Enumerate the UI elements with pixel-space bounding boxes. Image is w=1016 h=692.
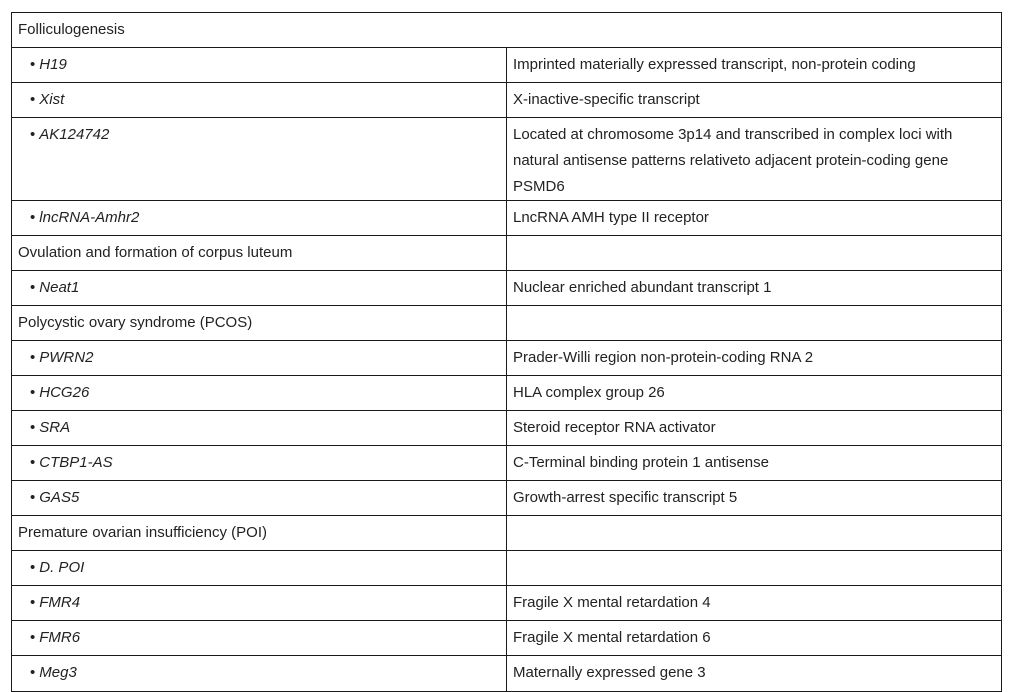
gene-name-cell bbox=[12, 201, 507, 236]
gene-name: H19 bbox=[39, 56, 67, 73]
section-heading: Folliculogenesis bbox=[12, 13, 1002, 48]
section-row bbox=[12, 306, 1002, 341]
table-row bbox=[12, 656, 1002, 692]
table-row bbox=[12, 586, 1002, 621]
section-row bbox=[12, 13, 1002, 48]
table-row bbox=[12, 201, 1002, 236]
bullet-icon: • bbox=[30, 126, 36, 143]
bullet-icon: • bbox=[30, 419, 36, 436]
table-row bbox=[12, 376, 1002, 411]
bullet-icon: • bbox=[30, 91, 36, 108]
table-row bbox=[12, 83, 1002, 118]
gene-description: Maternally expressed gene 3 bbox=[507, 656, 1002, 692]
gene-description: Fragile X mental retardation 4 bbox=[507, 586, 1002, 621]
gene-description: X-inactive-specific transcript bbox=[507, 83, 1002, 118]
gene-name-cell bbox=[12, 48, 507, 83]
gene-name-cell bbox=[12, 271, 507, 306]
gene-name: FMR4 bbox=[39, 594, 81, 611]
gene-name: AK124742 bbox=[39, 126, 110, 143]
gene-description: Growth-arrest specific transcript 5 bbox=[507, 481, 1002, 516]
bullet-icon: • bbox=[30, 56, 36, 73]
section-row bbox=[12, 516, 1002, 551]
gene-name: Xist bbox=[39, 91, 65, 108]
section-row bbox=[12, 236, 1002, 271]
gene-description: LncRNA AMH type II receptor bbox=[507, 201, 1002, 236]
bullet-icon: • bbox=[30, 279, 36, 296]
gene-description: HLA complex group 26 bbox=[507, 376, 1002, 411]
gene-description: Imprinted materially expressed transcript, non-protein coding bbox=[507, 48, 1002, 83]
gene-description: C-Terminal binding protein 1 antisense bbox=[507, 446, 1002, 481]
gene-name-cell bbox=[12, 551, 507, 586]
bullet-icon: • bbox=[30, 384, 36, 401]
bullet-icon: • bbox=[30, 629, 36, 646]
gene-name-cell bbox=[12, 621, 507, 656]
gene-name: Neat1 bbox=[39, 279, 80, 296]
lncrna-table bbox=[11, 12, 1002, 692]
gene-name: D. POI bbox=[39, 559, 85, 576]
bullet-icon: • bbox=[30, 559, 36, 576]
table-row bbox=[12, 551, 1002, 586]
gene-description: Fragile X mental retardation 6 bbox=[507, 621, 1002, 656]
gene-name: CTBP1-AS bbox=[39, 454, 113, 471]
gene-description: Nuclear enriched abundant transcript 1 bbox=[507, 271, 1002, 306]
bullet-icon: • bbox=[30, 209, 36, 226]
gene-name-cell bbox=[12, 118, 507, 201]
gene-description: Located at chromosome 3p14 and transcribed in complex loci with natural antisense patterns relativeto adjacent protein-coding gene PSMD6 bbox=[507, 118, 1002, 201]
section-heading: Ovulation and formation of corpus luteum bbox=[12, 236, 507, 271]
bullet-icon: • bbox=[30, 664, 36, 681]
bullet-icon: • bbox=[30, 594, 36, 611]
table-row bbox=[12, 446, 1002, 481]
empty-cell bbox=[507, 236, 1002, 271]
bullet-icon: • bbox=[30, 349, 36, 366]
gene-name: Meg3 bbox=[39, 664, 77, 681]
table-row bbox=[12, 341, 1002, 376]
gene-description: Prader-Willi region non-protein-coding RNA 2 bbox=[507, 341, 1002, 376]
table-row bbox=[12, 271, 1002, 306]
gene-description bbox=[507, 551, 1002, 586]
gene-name: SRA bbox=[39, 419, 71, 436]
gene-name: GAS5 bbox=[39, 489, 80, 506]
table-row bbox=[12, 621, 1002, 656]
gene-name: FMR6 bbox=[39, 629, 81, 646]
table-row bbox=[12, 411, 1002, 446]
gene-name-cell bbox=[12, 586, 507, 621]
gene-name-cell bbox=[12, 411, 507, 446]
gene-description: Steroid receptor RNA activator bbox=[507, 411, 1002, 446]
gene-name-cell bbox=[12, 376, 507, 411]
section-heading: Polycystic ovary syndrome (PCOS) bbox=[12, 306, 507, 341]
gene-name-cell bbox=[12, 656, 507, 692]
bullet-icon: • bbox=[30, 454, 36, 471]
gene-name: PWRN2 bbox=[39, 349, 94, 366]
table-row bbox=[12, 481, 1002, 516]
table-row bbox=[12, 118, 1002, 201]
bullet-icon: • bbox=[30, 489, 36, 506]
empty-cell bbox=[507, 306, 1002, 341]
gene-name: HCG26 bbox=[39, 384, 90, 401]
gene-name-cell bbox=[12, 83, 507, 118]
table-row bbox=[12, 48, 1002, 83]
gene-name-cell bbox=[12, 446, 507, 481]
gene-name-cell bbox=[12, 341, 507, 376]
empty-cell bbox=[507, 516, 1002, 551]
section-heading: Premature ovarian insufficiency (POI) bbox=[12, 516, 507, 551]
gene-name-cell bbox=[12, 481, 507, 516]
gene-name: lncRNA-Amhr2 bbox=[39, 209, 140, 226]
